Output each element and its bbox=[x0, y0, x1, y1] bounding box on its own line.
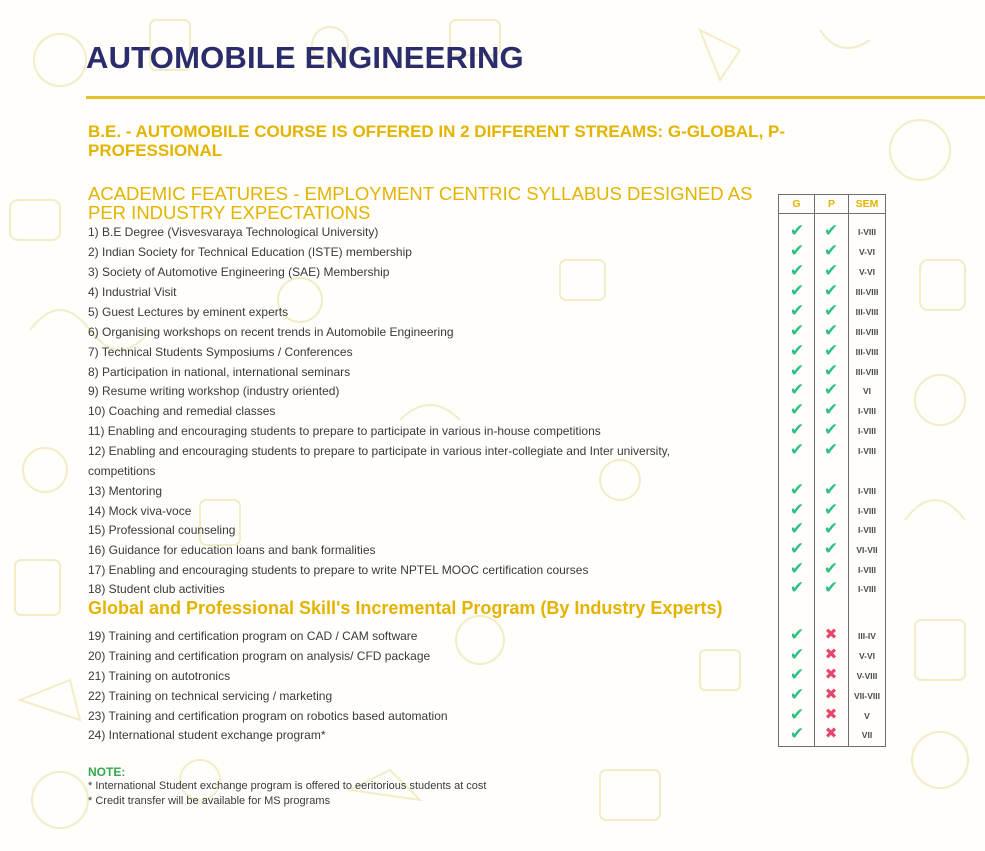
check-icon: ✔ bbox=[823, 380, 839, 399]
column-header-p: P bbox=[827, 198, 835, 210]
cross-icon: ✖ bbox=[824, 626, 838, 643]
semester-cell: III-VIII bbox=[855, 327, 879, 337]
list-item: 16) Guidance for education loans and bank formalities bbox=[88, 543, 376, 557]
semester-cell: I-VIII bbox=[858, 227, 876, 237]
cross-icon: ✖ bbox=[824, 686, 838, 703]
cross-icon: ✖ bbox=[824, 646, 838, 663]
streams-subtitle: B.E. - AUTOMOBILE COURSE IS OFFERED IN 2 DIFFERENT STREAMS: G-GLOBAL, P-PROFESSIONAL bbox=[88, 122, 786, 160]
semester-cell: I-VIII bbox=[858, 565, 876, 575]
check-icon: ✔ bbox=[823, 321, 839, 340]
check-icon: ✔ bbox=[823, 420, 839, 439]
semester-cell: VI-VII bbox=[856, 545, 878, 555]
semester-cell: I-VIII bbox=[858, 486, 876, 496]
note-heading: NOTE: bbox=[88, 765, 126, 779]
check-icon: ✔ bbox=[789, 539, 805, 558]
check-icon: ✔ bbox=[823, 440, 839, 459]
column-header-g: G bbox=[792, 198, 801, 210]
semester-cell: III-VIII bbox=[855, 367, 879, 377]
semester-cell: I-VIII bbox=[858, 446, 876, 456]
column-header-sem: SEM bbox=[855, 198, 879, 210]
list-item: 13) Mentoring bbox=[88, 484, 163, 498]
semester-cell: III-VIII bbox=[855, 307, 879, 317]
check-icon: ✔ bbox=[789, 500, 805, 519]
check-icon: ✔ bbox=[789, 519, 805, 538]
check-icon: ✔ bbox=[789, 685, 805, 704]
check-icon: ✔ bbox=[823, 361, 839, 380]
check-icon: ✔ bbox=[823, 559, 839, 578]
table-border bbox=[814, 194, 815, 747]
check-icon: ✔ bbox=[789, 645, 805, 664]
check-icon: ✔ bbox=[789, 578, 805, 597]
check-icon: ✔ bbox=[823, 500, 839, 519]
semester-cell: I-VIII bbox=[858, 506, 876, 516]
check-icon: ✔ bbox=[789, 380, 805, 399]
semester-cell: I-VIII bbox=[858, 525, 876, 535]
list-item: 11) Enabling and encouraging students to prepare to participate in various in-house competitions bbox=[88, 424, 601, 438]
check-icon: ✔ bbox=[789, 341, 805, 360]
semester-cell: VII-VIII bbox=[854, 691, 880, 701]
check-icon: ✔ bbox=[789, 705, 805, 724]
semester-cell: VI bbox=[862, 386, 872, 396]
list-item: 19) Training and certification program on CAD / CAM software bbox=[88, 629, 418, 643]
list-item: 3) Society of Automotive Engineering (SAE) Membership bbox=[88, 265, 390, 279]
list-item: 1) B.E Degree (Visvesvaraya Technological University) bbox=[88, 225, 379, 239]
table-border bbox=[778, 746, 886, 747]
check-icon: ✔ bbox=[823, 578, 839, 597]
academic-features-heading: ACADEMIC FEATURES - EMPLOYMENT CENTRIC SYLLABUS DESIGNED AS PER INDUSTRY EXPECTATIONS bbox=[88, 183, 753, 223]
semester-cell: III-VIII bbox=[855, 347, 879, 357]
semester-cell: V-VI bbox=[858, 651, 876, 661]
semester-cell: I-VIII bbox=[858, 584, 876, 594]
check-icon: ✔ bbox=[823, 341, 839, 360]
list-item: 24) International student exchange program* bbox=[88, 728, 326, 742]
check-icon: ✔ bbox=[789, 480, 805, 499]
list-item: 8) Participation in national, international seminars bbox=[88, 365, 351, 379]
list-item: 22) Training on technical servicing / marketing bbox=[88, 689, 333, 703]
check-icon: ✔ bbox=[823, 400, 839, 419]
list-item: 20) Training and certification program on analysis/ CFD package bbox=[88, 649, 431, 663]
semester-cell: I-VIII bbox=[858, 406, 876, 416]
list-item: 15) Professional counseling bbox=[88, 523, 236, 537]
check-icon: ✔ bbox=[789, 724, 805, 743]
check-icon: ✔ bbox=[823, 519, 839, 538]
check-icon: ✔ bbox=[789, 400, 805, 419]
check-icon: ✔ bbox=[823, 241, 839, 260]
check-icon: ✔ bbox=[789, 241, 805, 260]
table-border bbox=[778, 194, 886, 195]
check-icon: ✔ bbox=[823, 301, 839, 320]
semester-cell: III-IV bbox=[858, 631, 876, 641]
table-border bbox=[778, 213, 886, 214]
check-icon: ✔ bbox=[789, 281, 805, 300]
list-item: 14) Mock viva-voce bbox=[88, 504, 192, 518]
check-icon: ✔ bbox=[823, 221, 839, 240]
semester-cell: V-VIII bbox=[856, 671, 878, 681]
list-item: 10) Coaching and remedial classes bbox=[88, 404, 276, 418]
note-line: * International Student exchange program is offered to eeritorious students at cost bbox=[88, 780, 487, 792]
cross-icon: ✖ bbox=[824, 725, 838, 742]
list-item: 23) Training and certification program on robotics based automation bbox=[88, 709, 448, 723]
check-icon: ✔ bbox=[789, 665, 805, 684]
note-line: * Credit transfer will be available for MS programs bbox=[88, 795, 331, 807]
list-item: 18) Student club activities bbox=[88, 582, 225, 596]
list-item: 12) Enabling and encouraging students to prepare to participate in various inter-collegiate and Inter university, competitions bbox=[88, 444, 671, 478]
semester-cell: I-VIII bbox=[858, 426, 876, 436]
skills-heading: Global and Professional Skill's Incremental Program (By Industry Experts) bbox=[88, 598, 723, 618]
check-icon: ✔ bbox=[789, 301, 805, 320]
availability-table bbox=[778, 194, 886, 747]
check-icon: ✔ bbox=[823, 539, 839, 558]
semester-cell: V-VI bbox=[858, 247, 876, 257]
check-icon: ✔ bbox=[823, 281, 839, 300]
check-icon: ✔ bbox=[789, 559, 805, 578]
list-item: 5) Guest Lectures by eminent experts bbox=[88, 305, 289, 319]
check-icon: ✔ bbox=[789, 440, 805, 459]
check-icon: ✔ bbox=[789, 221, 805, 240]
page-title: AUTOMOBILE ENGINEERING bbox=[86, 40, 524, 75]
list-item: 4) Industrial Visit bbox=[88, 285, 177, 299]
title-divider bbox=[86, 96, 985, 99]
check-icon: ✔ bbox=[823, 261, 839, 280]
list-item: 6) Organising workshops on recent trends in Automobile Engineering bbox=[88, 325, 454, 339]
check-icon: ✔ bbox=[823, 480, 839, 499]
check-icon: ✔ bbox=[789, 261, 805, 280]
semester-cell: V bbox=[864, 711, 870, 721]
list-item: 21) Training on autotronics bbox=[88, 669, 231, 683]
cross-icon: ✖ bbox=[824, 706, 838, 723]
list-item: 9) Resume writing workshop (industry oriented) bbox=[88, 384, 340, 398]
check-icon: ✔ bbox=[789, 625, 805, 644]
list-item: 2) Indian Society for Technical Education (ISTE) membership bbox=[88, 245, 412, 259]
list-item: 17) Enabling and encouraging students to prepare to write NPTEL MOOC certification courses bbox=[88, 563, 589, 577]
check-icon: ✔ bbox=[789, 321, 805, 340]
cross-icon: ✖ bbox=[824, 666, 838, 683]
semester-cell: VII bbox=[861, 730, 873, 740]
check-icon: ✔ bbox=[789, 361, 805, 380]
semester-cell: V-VI bbox=[858, 267, 876, 277]
semester-cell: III-VIII bbox=[855, 287, 879, 297]
list-item: 7) Technical Students Symposiums / Conferences bbox=[88, 345, 353, 359]
check-icon: ✔ bbox=[789, 420, 805, 439]
table-border bbox=[778, 194, 779, 747]
